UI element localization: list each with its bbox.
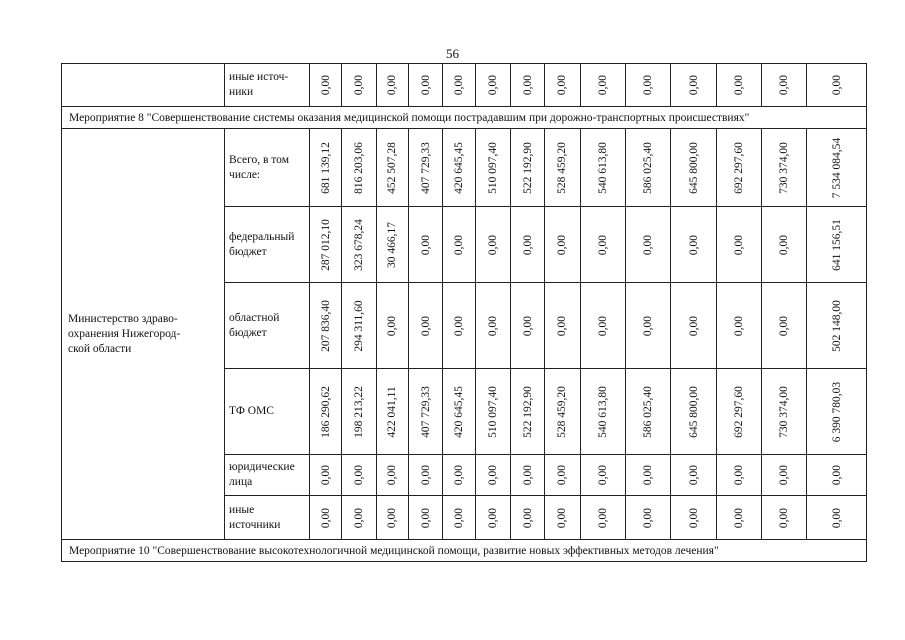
source-label: иные источ- ники — [225, 64, 310, 107]
value-text: 0,00 — [521, 74, 534, 96]
value-cell — [717, 64, 762, 107]
value-text: 540 613,80 — [596, 385, 609, 438]
value-text: 0,00 — [521, 315, 534, 336]
value-cell — [625, 129, 670, 207]
value-text: 730 374,00 — [778, 141, 791, 194]
value-text: 0,00 — [453, 74, 466, 96]
value-text: 30 466,17 — [386, 221, 399, 268]
value-cell — [762, 64, 807, 107]
value-cell — [807, 129, 867, 207]
value-text: 0,00 — [453, 507, 466, 528]
value-text: 0,00 — [687, 234, 700, 255]
value-cell — [310, 369, 342, 455]
value-cell — [476, 207, 511, 283]
value-cell — [807, 207, 867, 283]
value-cell — [807, 455, 867, 496]
value-cell — [376, 283, 408, 369]
value-cell — [341, 207, 376, 283]
value-cell — [625, 207, 670, 283]
value-cell — [476, 369, 511, 455]
value-cell — [310, 129, 342, 207]
value-text: 0,00 — [778, 74, 791, 96]
value-text: 692 297,60 — [733, 385, 746, 438]
value-cell — [671, 207, 717, 283]
value-cell — [671, 369, 717, 455]
value-text: 294 311,60 — [352, 299, 365, 352]
value-text: 0,00 — [319, 507, 332, 528]
value-cell — [807, 283, 867, 369]
value-cell — [341, 64, 376, 107]
value-text: 0,00 — [596, 464, 609, 486]
value-text: 816 203,06 — [352, 141, 365, 194]
value-cell — [807, 369, 867, 455]
value-text: 528 459,20 — [556, 141, 569, 194]
value-cell — [625, 496, 670, 540]
organization-cell-empty — [62, 64, 225, 107]
value-cell — [376, 496, 408, 540]
value-cell — [511, 64, 545, 107]
value-text: 0,00 — [778, 507, 791, 528]
value-cell — [580, 129, 625, 207]
value-text: 0,00 — [733, 315, 746, 336]
value-cell — [511, 283, 545, 369]
value-text: 0,00 — [778, 315, 791, 336]
budget-table — [61, 63, 867, 562]
value-cell — [443, 207, 476, 283]
source-label: Всего, в том числе: — [225, 129, 310, 207]
value-cell — [671, 455, 717, 496]
value-text: 0,00 — [386, 315, 399, 336]
value-cell — [511, 369, 545, 455]
value-text: 0,00 — [733, 507, 746, 528]
value-cell — [408, 283, 443, 369]
value-cell — [310, 496, 342, 540]
value-text: 0,00 — [319, 74, 332, 96]
value-cell — [544, 64, 580, 107]
value-cell — [443, 64, 476, 107]
value-cell — [476, 455, 511, 496]
value-text: 0,00 — [733, 464, 746, 486]
value-text: 681 139,12 — [319, 141, 332, 194]
table-row — [62, 129, 867, 207]
value-cell — [580, 64, 625, 107]
value-cell — [717, 496, 762, 540]
value-cell — [762, 496, 807, 540]
value-cell — [580, 455, 625, 496]
value-text: 0,00 — [596, 74, 609, 96]
value-cell — [408, 369, 443, 455]
value-cell — [476, 64, 511, 107]
value-text: 422 041,11 — [386, 385, 399, 438]
value-text: 407 729,33 — [419, 385, 432, 438]
value-cell — [443, 129, 476, 207]
value-cell — [544, 129, 580, 207]
value-cell — [762, 129, 807, 207]
value-cell — [443, 283, 476, 369]
value-cell — [341, 455, 376, 496]
value-text: 0,00 — [419, 315, 432, 336]
value-text: 528 459,20 — [556, 385, 569, 438]
value-cell — [717, 455, 762, 496]
value-cell — [671, 496, 717, 540]
value-text: 0,00 — [556, 464, 569, 486]
table-row — [62, 64, 867, 107]
value-text: 0,00 — [419, 74, 432, 96]
value-cell — [408, 64, 443, 107]
source-label: ТФ ОМС — [225, 369, 310, 455]
value-text: 0,00 — [733, 234, 746, 255]
value-text: 0,00 — [487, 464, 500, 486]
value-cell — [443, 455, 476, 496]
value-text: 730 374,00 — [778, 385, 791, 438]
value-text: 207 836,40 — [319, 299, 332, 352]
value-cell — [544, 496, 580, 540]
value-cell — [544, 455, 580, 496]
value-text: 0,00 — [319, 464, 332, 486]
value-text: 0,00 — [641, 464, 654, 486]
value-text: 0,00 — [830, 464, 843, 486]
value-cell — [376, 207, 408, 283]
value-cell — [341, 129, 376, 207]
source-label: областной бюджет — [225, 283, 310, 369]
value-cell — [580, 369, 625, 455]
value-cell — [310, 283, 342, 369]
value-cell — [717, 129, 762, 207]
value-cell — [807, 64, 867, 107]
value-cell — [476, 283, 511, 369]
value-text: 0,00 — [830, 74, 843, 96]
value-cell — [310, 64, 342, 107]
value-cell — [625, 369, 670, 455]
value-cell — [443, 369, 476, 455]
value-text: 0,00 — [352, 507, 365, 528]
value-text: 0,00 — [352, 74, 365, 96]
value-text: 0,00 — [687, 464, 700, 486]
source-label: федеральный бюджет — [225, 207, 310, 283]
value-cell — [544, 283, 580, 369]
value-text: 0,00 — [556, 234, 569, 255]
value-text: 540 613,80 — [596, 141, 609, 194]
value-cell — [625, 283, 670, 369]
value-cell — [408, 496, 443, 540]
value-text: 287 012,10 — [319, 218, 332, 271]
value-cell — [476, 129, 511, 207]
value-text: 0,00 — [556, 507, 569, 528]
value-text: 0,00 — [419, 507, 432, 528]
value-text: 522 192,90 — [521, 141, 534, 194]
value-text: 0,00 — [556, 74, 569, 96]
value-text: 0,00 — [733, 74, 746, 96]
measure-10-header: Мероприятие 10 "Совершенствование высокотехнологичной медицинской помощи, развитие новых эффективных методов лечения" — [62, 540, 867, 562]
value-cell — [408, 207, 443, 283]
value-text: 0,00 — [830, 507, 843, 528]
value-text: 0,00 — [487, 315, 500, 336]
value-text: 0,00 — [386, 507, 399, 528]
value-cell — [671, 64, 717, 107]
value-text: 586 025,40 — [641, 385, 654, 438]
value-text: 0,00 — [386, 74, 399, 96]
value-text: 407 729,33 — [419, 141, 432, 194]
value-text: 0,00 — [687, 315, 700, 336]
value-cell — [580, 207, 625, 283]
value-cell — [310, 455, 342, 496]
value-text: 0,00 — [521, 234, 534, 255]
value-text: 0,00 — [687, 507, 700, 528]
value-cell — [341, 496, 376, 540]
value-text: 0,00 — [487, 74, 500, 96]
value-cell — [408, 455, 443, 496]
value-text: 0,00 — [687, 74, 700, 96]
value-text: 0,00 — [352, 464, 365, 486]
value-text: 0,00 — [596, 507, 609, 528]
value-text: 186 290,62 — [319, 385, 332, 438]
measure-8-header: Мероприятие 8 "Совершенствование системы оказания медицинской помощи пострадавшим при дорожно-транспортных происшествиях" — [62, 107, 867, 129]
value-cell — [625, 64, 670, 107]
value-cell — [671, 129, 717, 207]
value-text: 645 800,00 — [687, 141, 700, 194]
value-cell — [717, 207, 762, 283]
table-row — [62, 107, 867, 129]
source-label: иные источники — [225, 496, 310, 540]
value-text: 510 097,40 — [487, 141, 500, 194]
value-cell — [310, 207, 342, 283]
source-label: юридические лица — [225, 455, 310, 496]
value-text: 0,00 — [521, 507, 534, 528]
value-text: 0,00 — [641, 507, 654, 528]
value-cell — [408, 129, 443, 207]
value-text: 502 148,00 — [830, 299, 843, 352]
value-text: 0,00 — [596, 315, 609, 336]
value-text: 0,00 — [521, 464, 534, 486]
value-text: 0,00 — [386, 464, 399, 486]
value-cell — [511, 129, 545, 207]
value-text: 0,00 — [453, 234, 466, 255]
value-cell — [762, 283, 807, 369]
value-text: 0,00 — [641, 234, 654, 255]
value-cell — [341, 283, 376, 369]
value-cell — [376, 455, 408, 496]
value-text: 522 192,90 — [521, 385, 534, 438]
value-text: 323 678,24 — [352, 218, 365, 271]
value-cell — [544, 207, 580, 283]
value-cell — [717, 369, 762, 455]
value-text: 198 213,22 — [352, 385, 365, 438]
value-cell — [762, 455, 807, 496]
value-cell — [376, 369, 408, 455]
value-text: 692 297,60 — [733, 141, 746, 194]
value-text: 452 507,28 — [386, 141, 399, 194]
value-cell — [580, 283, 625, 369]
value-cell — [511, 455, 545, 496]
value-text: 0,00 — [487, 234, 500, 255]
value-cell — [807, 496, 867, 540]
value-text: 420 645,45 — [453, 141, 466, 194]
value-cell — [443, 496, 476, 540]
value-cell — [671, 283, 717, 369]
value-cell — [476, 496, 511, 540]
value-text: 0,00 — [778, 464, 791, 486]
value-text: 0,00 — [641, 315, 654, 336]
value-text: 510 097,40 — [487, 385, 500, 438]
value-cell — [580, 496, 625, 540]
value-text: 420 645,45 — [453, 385, 466, 438]
value-text: 7 534 084,54 — [830, 137, 843, 198]
value-text: 0,00 — [556, 315, 569, 336]
value-text: 0,00 — [596, 234, 609, 255]
value-cell — [511, 496, 545, 540]
value-text: 0,00 — [453, 464, 466, 486]
value-cell — [511, 207, 545, 283]
value-text: 0,00 — [778, 234, 791, 255]
value-text: 641 156,51 — [830, 218, 843, 271]
page-number: 56 — [446, 46, 459, 61]
value-cell — [341, 369, 376, 455]
value-cell — [376, 129, 408, 207]
value-text: 0,00 — [419, 464, 432, 486]
value-cell — [717, 283, 762, 369]
value-text: 0,00 — [453, 315, 466, 336]
value-text: 645 800,00 — [687, 385, 700, 438]
value-text: 586 025,40 — [641, 141, 654, 194]
table-row — [62, 540, 867, 562]
organization-name: Министерство здраво- охранения Нижегород- ской области — [62, 129, 225, 540]
value-cell — [762, 369, 807, 455]
value-text: 0,00 — [487, 507, 500, 528]
value-cell — [376, 64, 408, 107]
value-cell — [625, 455, 670, 496]
value-cell — [544, 369, 580, 455]
value-text: 0,00 — [641, 74, 654, 96]
value-text: 0,00 — [419, 234, 432, 255]
value-text: 6 390 780,03 — [830, 381, 843, 442]
value-cell — [762, 207, 807, 283]
